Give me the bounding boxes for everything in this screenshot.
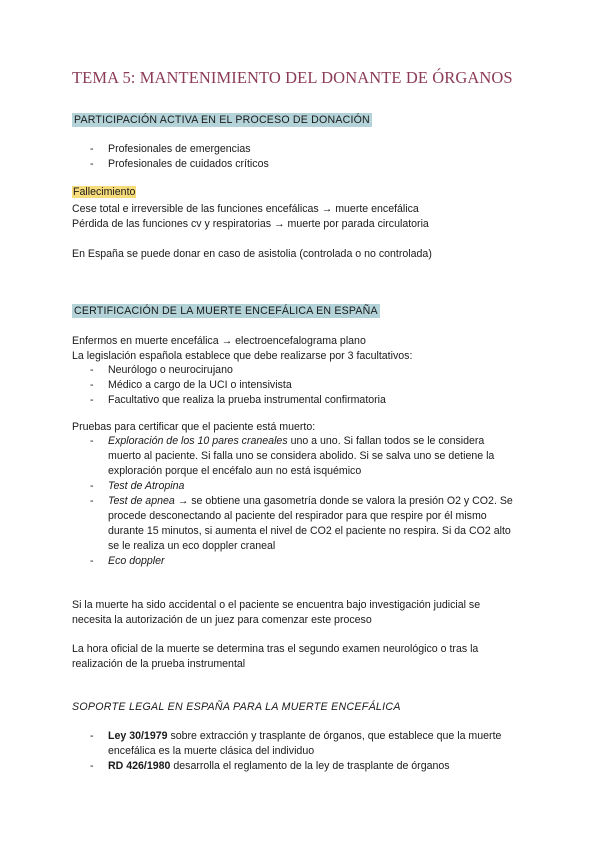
text-line: La legislación española establece que debe realizarse por 3 facultativos: (72, 350, 413, 362)
bullet-dash: - (90, 394, 94, 406)
section-heading-certificacion: CERTIFICACIÓN DE LA MUERTE ENCEFÁLICA EN ESPAÑA (74, 305, 378, 317)
bullet-dash: - (90, 435, 94, 447)
list-item-apnea: Test de apnea → se obtiene una gasometría donde se valora la presión O2 y CO2. Se procede desconectando al paciente del respirador para que respire por él mismo durante 15 minutos, si aumenta el nivel de CO2 el paciente no respira. Si da CO2 alto se le realiza un eco doppler craneal (108, 495, 513, 552)
list-item-atropina: Test de Atropina (108, 480, 185, 492)
bullet-dash: - (90, 495, 94, 507)
text-line: realización de la prueba instrumental (72, 658, 246, 670)
list-item: Neurólogo o neurocirujano (108, 364, 233, 376)
list-item: Profesionales de emergencias (108, 143, 251, 155)
list-item: Profesionales de cuidados críticos (108, 158, 269, 170)
section-heading-participacion: PARTICIPACIÓN ACTIVA EN EL PROCESO DE DONACIÓN (74, 114, 370, 126)
list-item-eco-doppler: Eco doppler (108, 555, 165, 567)
text-line: Enfermos en muerte encefálica → electroencefalograma plano (72, 335, 366, 347)
text-line: Pruebas para certificar que el paciente está muerto: (72, 421, 316, 433)
list-item-exploracion: Exploración de los 10 pares craneales uno a uno. Si fallan todos se le considera muerto al paciente. Si falla uno se considera abolido. Si se salva uno se detiene la exploración porque el encéfalo aun no está isquémico (108, 435, 495, 477)
list-item: Facultativo que realiza la prueba instrumental confirmatoria (108, 394, 386, 406)
bullet-dash: - (90, 555, 94, 567)
page-title: TEMA 5: MANTENIMIENTO DEL DONANTE DE ÓRGANOS (72, 68, 513, 87)
fallecimiento-label: Fallecimiento (73, 186, 136, 198)
bullet-dash: - (90, 143, 94, 155)
list-item: Médico a cargo de la UCI o intensivista (108, 379, 292, 391)
text-line: La hora oficial de la muerte se determina tras el segundo examen neurológico o tras la (72, 643, 479, 655)
bullet-dash: - (90, 480, 94, 492)
bullet-dash: - (90, 730, 94, 742)
text-line: necesita la autorización de un juez para comenzar este proceso (72, 614, 372, 626)
list-item-rd: RD 426/1980 desarrolla el reglamento de la ley de trasplante de órganos (108, 760, 450, 772)
text-line: En España se puede donar en caso de asistolia (controlada o no controlada) (72, 248, 432, 260)
text-line: Cese total e irreversible de las funciones encefálicas → muerte encefálica (72, 203, 419, 215)
bullet-dash: - (90, 379, 94, 391)
bullet-dash: - (90, 364, 94, 376)
section-heading-soporte-legal: SOPORTE LEGAL EN ESPAÑA PARA LA MUERTE ENCEFÁLICA (72, 701, 401, 713)
list-item-ley: Ley 30/1979 sobre extracción y trasplante de órganos, que establece que la muerte encefálica es la muerte clásica del individuo (108, 730, 502, 757)
bullet-dash: - (90, 760, 94, 772)
bullet-dash: - (90, 158, 94, 170)
text-line: Pérdida de las funciones cv y respiratorias → muerte por parada circulatoria (72, 218, 429, 230)
text-line: Si la muerte ha sido accidental o el paciente se encuentra bajo investigación judicial se (72, 599, 481, 611)
